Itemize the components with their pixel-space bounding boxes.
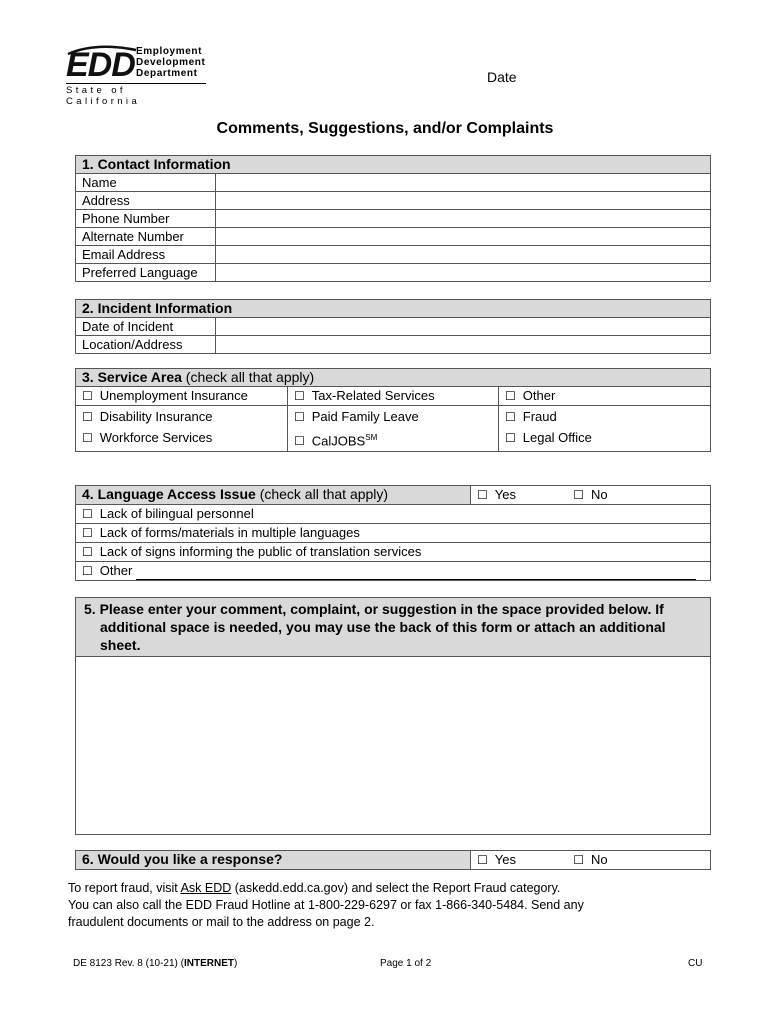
date-of-incident-field[interactable]: [216, 318, 711, 336]
location-field[interactable]: [216, 336, 711, 354]
fraud-notice: To report fraud, visit Ask EDD (askedd.edd.ca.gov) and select the Report Fraud category. You can also call the EDD Fraud Hotline at 1-800-229-6297 or fax 1-866-340-5484. Send any fraudulent documents or mail to the address on page 2.: [68, 881, 584, 929]
service-area-section: [75, 368, 711, 452]
option-translation-signs[interactable]: ☐ Lack of signs informing the public of translation services: [76, 543, 711, 562]
option-legal-office[interactable]: ☐ Legal Office: [499, 428, 711, 452]
no-checkbox[interactable]: ☐: [573, 488, 584, 502]
form-id: DE 8123 Rev. 8 (10-21) (INTERNET): [73, 958, 238, 969]
page-title: Comments, Suggestions, and/or Complaints: [216, 120, 554, 137]
section5-heading: 5. Please enter your comment, complaint, or suggestion in the space provided below. If additional space is needed, you may use the back of this form or attach an additional sheet.: [76, 598, 710, 657]
checkbox-icon[interactable]: ☐: [82, 564, 93, 578]
name-field[interactable]: [216, 174, 711, 192]
other-text-line[interactable]: [136, 566, 696, 580]
address-field[interactable]: [216, 192, 711, 210]
section1-heading: 1. Contact Information: [76, 156, 711, 174]
option-other[interactable]: ☐ Other: [499, 387, 711, 406]
response-section: [75, 850, 711, 870]
logo-department-name: Employment Development Department: [136, 46, 206, 79]
no-label: No: [591, 852, 608, 867]
no-checkbox[interactable]: ☐: [573, 853, 584, 867]
comment-section: [75, 597, 711, 835]
field-label: Preferred Language: [76, 264, 216, 282]
field-label: Date of Incident: [76, 318, 216, 336]
phone-field[interactable]: [216, 210, 711, 228]
field-label: Name: [76, 174, 216, 192]
option-paid-family-leave[interactable]: ☐ Paid Family Leave: [288, 406, 499, 429]
logo-letters: EDD: [66, 46, 135, 84]
checkbox-icon[interactable]: ☐: [294, 389, 305, 403]
checkbox-icon[interactable]: ☐: [82, 389, 93, 403]
form-code: CU: [688, 958, 703, 969]
email-field[interactable]: [216, 246, 711, 264]
field-label: Alternate Number: [76, 228, 216, 246]
checkbox-icon[interactable]: ☐: [82, 545, 93, 559]
option-bilingual-personnel[interactable]: ☐ Lack of bilingual personnel: [76, 505, 711, 524]
option-unemployment-insurance[interactable]: ☐ Unemployment Insurance: [76, 387, 288, 406]
field-label: Phone Number: [76, 210, 216, 228]
response-answer: [471, 851, 711, 870]
incident-info-section: [75, 299, 711, 354]
checkbox-icon[interactable]: ☐: [505, 431, 516, 445]
option-forms-languages[interactable]: ☐ Lack of forms/materials in multiple languages: [76, 524, 711, 543]
checkbox-icon[interactable]: ☐: [82, 526, 93, 540]
comment-textarea[interactable]: [76, 657, 710, 837]
date-label: Date: [487, 69, 517, 85]
option-workforce-services[interactable]: ☐ Workforce Services: [76, 428, 288, 452]
preferred-language-field[interactable]: [216, 264, 711, 282]
yes-label: Yes: [494, 487, 516, 502]
field-label: Address: [76, 192, 216, 210]
checkbox-icon[interactable]: ☐: [505, 410, 516, 424]
yes-checkbox[interactable]: ☐: [477, 488, 488, 502]
contact-info-section: [75, 155, 711, 282]
yes-checkbox[interactable]: ☐: [477, 853, 488, 867]
checkbox-icon[interactable]: ☐: [82, 410, 93, 424]
field-label: Location/Address: [76, 336, 216, 354]
option-caljobs[interactable]: ☐ CalJOBS℠: [288, 428, 499, 452]
section2-heading: 2. Incident Information: [76, 300, 711, 318]
checkbox-icon[interactable]: ☐: [294, 434, 305, 449]
no-label: No: [591, 487, 608, 502]
edd-logo: [66, 44, 208, 107]
option-fraud[interactable]: ☐ Fraud: [499, 406, 711, 429]
section4-heading: 4. Language Access Issue (check all that apply): [76, 486, 471, 505]
option-disability-insurance[interactable]: ☐ Disability Insurance: [76, 406, 288, 429]
section6-heading: 6. Would you like a response?: [76, 851, 471, 870]
language-issue-answer: [471, 486, 711, 505]
alternate-number-field[interactable]: [216, 228, 711, 246]
checkbox-icon[interactable]: ☐: [294, 410, 305, 424]
language-access-section: [75, 485, 711, 581]
checkbox-icon[interactable]: ☐: [82, 431, 93, 445]
ask-edd-link[interactable]: Ask EDD: [180, 881, 232, 895]
option-tax-related-services[interactable]: ☐ Tax-Related Services: [288, 387, 499, 406]
checkbox-icon[interactable]: ☐: [505, 389, 516, 403]
yes-label: Yes: [494, 852, 516, 867]
field-label: Email Address: [76, 246, 216, 264]
logo-state: State of California: [66, 83, 206, 107]
section3-heading: 3. Service Area (check all that apply): [76, 369, 711, 387]
page-number: Page 1 of 2: [380, 958, 432, 969]
checkbox-icon[interactable]: ☐: [82, 507, 93, 521]
option-language-other[interactable]: ☐ Other: [76, 562, 711, 581]
